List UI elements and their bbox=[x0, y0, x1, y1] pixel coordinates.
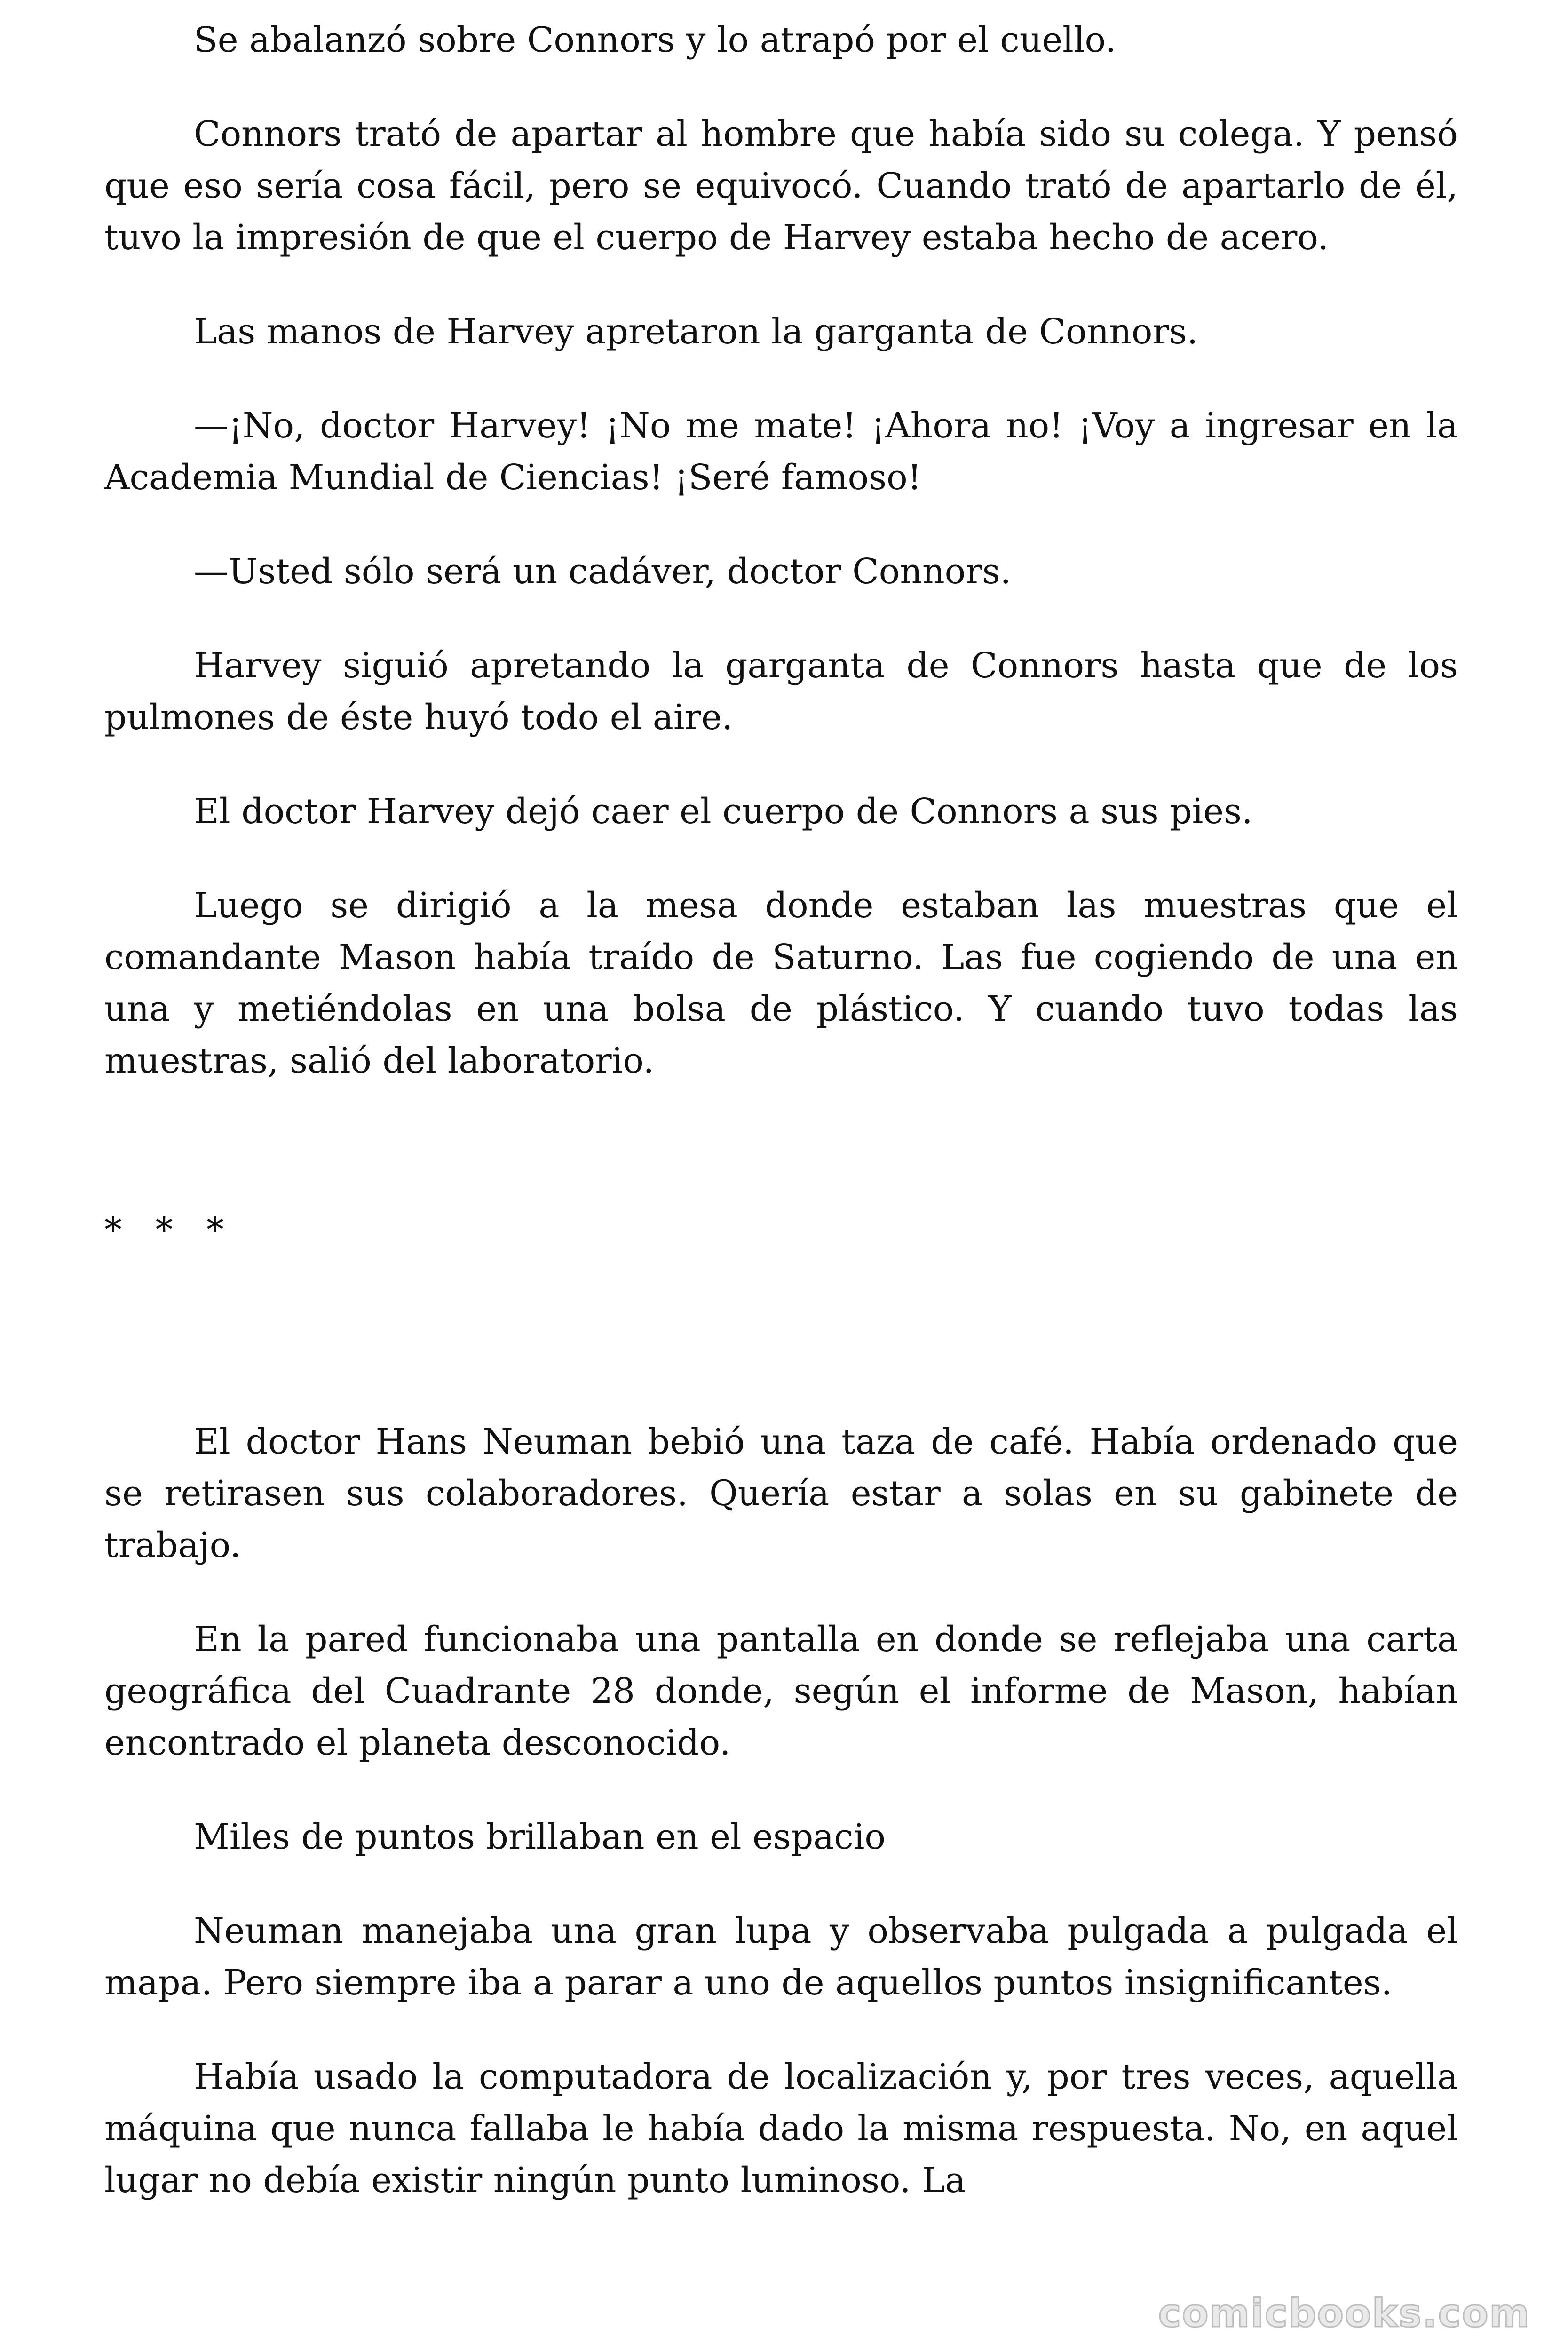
paragraph-1: Se abalanzó sobre Connors y lo atrapó por el cuello. bbox=[194, 20, 1117, 60]
page-text bbox=[104, 14, 1458, 2249]
paragraph-12: Neuman manejaba una gran lupa y observaba pulgada a pulgada el mapa. Pero siempre iba a parar a uno de aquellos puntos insignificantes. bbox=[104, 1911, 1458, 2003]
watermark-logo: comicbooks.com bbox=[1154, 2291, 1535, 2336]
paragraph-7: El doctor Harvey dejó caer el cuerpo de Connors a sus pies. bbox=[194, 791, 1253, 832]
paragraph-2: Connors trató de apartar al hombre que había sido su colega. Y pensó que eso sería cosa fácil, pero se equivocó. Cuando trató de apartarlo de él, tuvo la impresión de que el cuerpo de Harvey estaba hecho de acero. bbox=[104, 114, 1458, 258]
paragraph-4: —¡No, doctor Harvey! ¡No me mate! ¡Ahora no! ¡Voy a ingresar en la Academia Mundial de Ciencias! ¡Seré famoso! bbox=[104, 405, 1458, 498]
paragraph-13: Había usado la computadora de localización y, por tres veces, aquella máquina que nunca fallaba le había dado la misma respuesta. No, en aquel lugar no debía existir ningún punto luminoso. La bbox=[104, 2057, 1458, 2201]
paragraph-11: Miles de puntos brillaban en el espacio bbox=[194, 1817, 886, 1857]
paragraph-9: El doctor Hans Neuman bebió una taza de café. Había ordenado que se retirasen sus colaboradores. Quería estar a solas en su gabinete de trabajo. bbox=[104, 1422, 1458, 1565]
paragraph-5: —Usted sólo será un cadáver, doctor Connors. bbox=[194, 551, 1012, 592]
paragraph-3: Las manos de Harvey apretaron la garganta de Connors. bbox=[194, 311, 1198, 352]
paragraph-6: Harvey siguió apretando la garganta de Connors hasta que de los pulmones de éste huyó todo el aire. bbox=[104, 645, 1458, 738]
paragraph-10: En la pared funcionaba una pantalla en donde se reflejaba una carta geográfica del Cuadrante 28 donde, según el informe de Mason, habían encontrado el planeta desconocido. bbox=[104, 1619, 1458, 1763]
scene-separator: * * * bbox=[104, 1210, 236, 1250]
paragraph-8: Luego se dirigió a la mesa donde estaban las muestras que el comandante Mason había traído de Saturno. Las fue cogiendo de una en una y metiéndolas en una bolsa de plástico. Y cuando tuvo todas las muestras, salió del laboratorio. bbox=[104, 885, 1458, 1081]
